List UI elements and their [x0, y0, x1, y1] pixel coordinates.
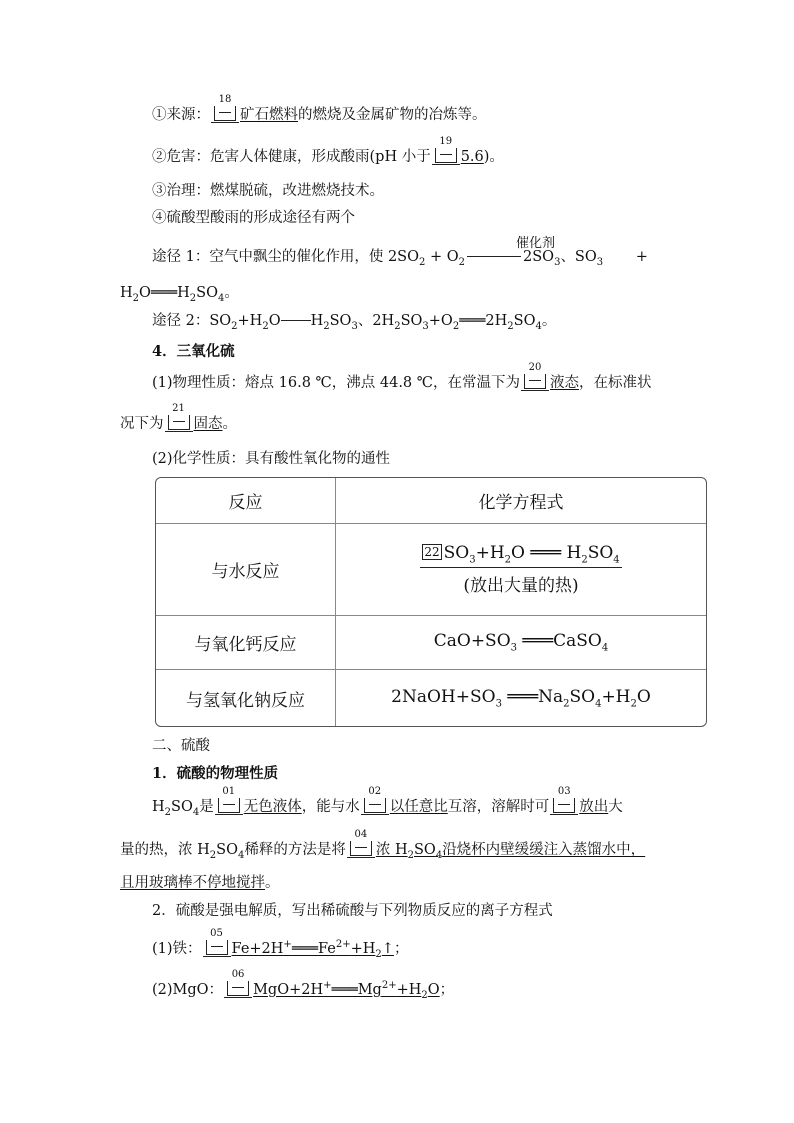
reaction-with-water: 与水反应 — [156, 524, 336, 616]
reaction-table — [155, 477, 707, 727]
treatment-line: ③治理：燃煤脱硫，改进燃烧技术。 — [152, 183, 384, 199]
reaction-with-naoh: 与氢氧化钠反应 — [156, 670, 336, 726]
so3-physical-line2: 况下为 21 固态。 — [120, 403, 237, 432]
col-header-equation: 化学方程式 — [336, 478, 706, 524]
answer-text: 5.6 — [460, 149, 484, 165]
sulfuric-physical-line3: 且用玻璃棒不停地搅拌。 — [120, 875, 280, 891]
so3-chemical-line: (2)化学性质：具有酸性氧化物的通性 — [152, 451, 391, 467]
sulfuric-physical-line2: 量的热，浓 $H_2SO_4$稀释的方法是将 04 浓 $H_2SO_4$沿烧杯内壁缓缓注入蒸馏水中， — [120, 829, 646, 861]
answer-box-icon: 21 — [168, 415, 190, 430]
answer-box-icon: 06 — [227, 981, 249, 996]
acid-rain-routes-heading: ④硫酸型酸雨的形成途径有两个 — [152, 210, 355, 226]
so3-physical-line1: (1)物理性质：熔点 16.8 ℃，沸点 44.8 ℃，在常温下为 20 液态，在标准状 — [152, 362, 652, 391]
answer-box-icon: 04 — [350, 841, 372, 856]
route1-line: 途径 1：空气中飘尘的催化作用，使 $2SO_2 + O_2$ $2SO_3$、$SO_3$ + — [152, 249, 648, 268]
section-sulfuric-acid: 二、硫酸 — [152, 738, 210, 754]
catalyst-label: 催化剂 — [516, 236, 556, 251]
source-line: ①来源： 18 矿石燃料的燃烧及金属矿物的冶炼等。 — [152, 94, 487, 123]
mgo-equation-line: (2)MgO： 06 $MgO+2H^+═══Mg^{2+}+H_2O$； — [152, 968, 455, 1001]
answer-box-icon: 19 — [435, 148, 457, 163]
table-row — [156, 524, 706, 616]
route1-line2: $H_2O═══H_2SO_4$。 — [120, 285, 239, 304]
harm-line: ②危害：危害人体健康，形成酸雨(pH 小于 19 5.6)。 — [152, 136, 504, 165]
answer-box-icon: 03 — [553, 798, 575, 813]
equation-water: $\frac{22 SO_3+H_2O ═══ H_2SO_4}{\text{(放出大量的热)}}$ — [336, 524, 706, 616]
table-row — [156, 670, 706, 726]
answer-box-icon: 02 — [364, 798, 386, 813]
answer-box-icon: 01 — [218, 798, 240, 813]
table-row — [156, 616, 706, 670]
sulfuric-physical-title: 1．硫酸的物理性质 — [152, 765, 279, 782]
route2-line: 途径 2：$SO_2+H_2O$ $H_2SO_3$、$2H_2SO_3+O_2═══2H_2SO_4$。 — [152, 313, 557, 332]
source-label: ①来源： — [152, 107, 210, 123]
section-so3-title: 4．三氧化硫 — [152, 343, 235, 360]
equation-naoh: $2NaOH+SO_3$ $═══Na_2SO_4+H_2O$ — [391, 686, 651, 710]
iron-equation-line: (1)铁： 05 $Fe+2H^+═══Fe^{2+}+H_2↑$； — [152, 927, 409, 960]
col-header-reaction: 反应 — [156, 478, 336, 524]
answer-box-icon: 05 — [206, 940, 228, 955]
ionic-equation-heading: 2．硫酸是强电解质，写出稀硫酸与下列物质反应的离子方程式 — [152, 903, 553, 919]
sulfuric-physical-line1: $H_2SO_4$是 01 无色液体，能与水 02 以任意比互溶，溶解时可 03 放出大 — [152, 786, 623, 818]
answer-box-icon: 20 — [524, 374, 546, 389]
reaction-with-cao: 与氧化钙反应 — [156, 616, 336, 670]
table-header-row — [156, 478, 706, 524]
answer-text: 矿石燃料 — [240, 107, 298, 123]
answer-box-icon: 18 — [214, 106, 236, 121]
equation-cao: $CaO+SO_3$ ═══CaSO$_4$ — [336, 616, 706, 670]
